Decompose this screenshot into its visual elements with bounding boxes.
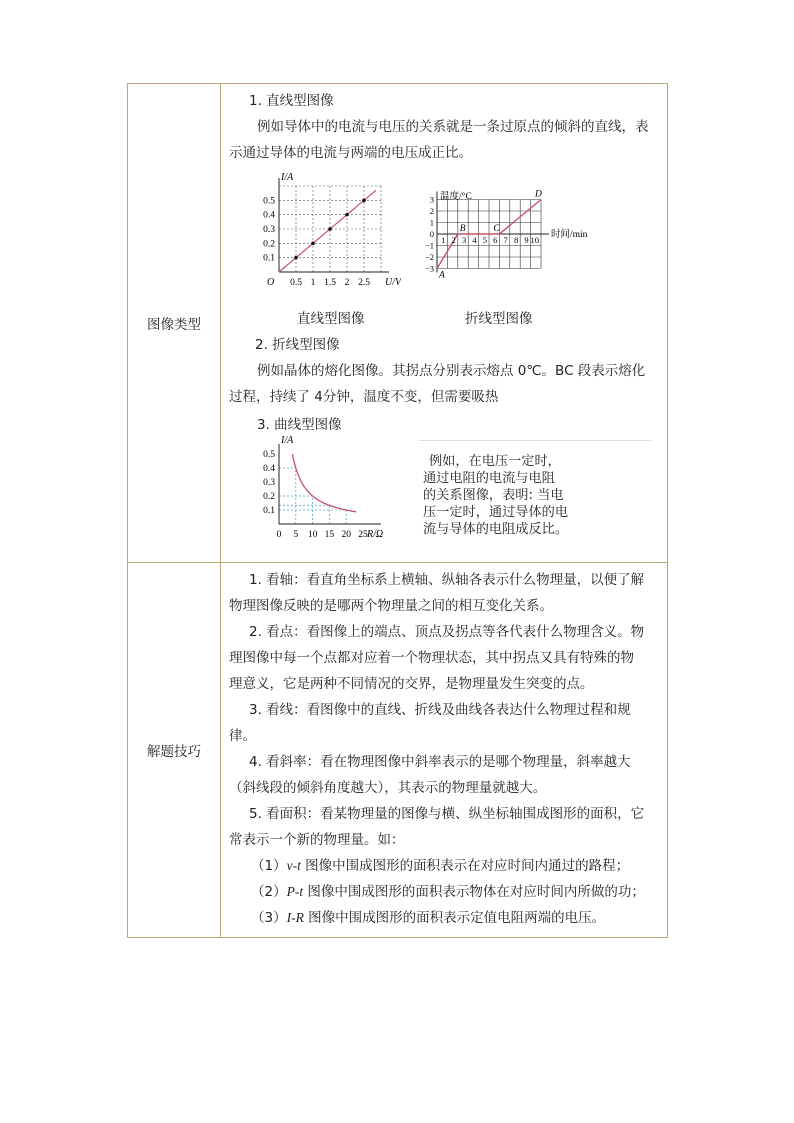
caption-linear: 直线型图像 (297, 311, 365, 327)
y-tick-label: −1 (424, 240, 434, 251)
row-label-image-types: 图像类型 (128, 84, 221, 563)
y-tick-label: 0.2 (263, 239, 275, 250)
y-tick-label: 0.1 (263, 506, 275, 516)
side-note-line: 压一定时，通过导体的电 (423, 505, 569, 520)
polyline-desc-line1: 例如晶体的熔化图像。其拐点分别表示熔点 0℃。BC 段表示熔化 (257, 363, 646, 379)
origin-label: O (267, 277, 275, 288)
tip-line: 3. 看线：看图像中的直线、折线及曲线各表达什么物理过程和规 (249, 702, 631, 718)
y-tick-label: 0.3 (263, 478, 275, 488)
linear-chart (251, 170, 401, 292)
x-tick-label: 20 (341, 530, 351, 540)
curve-side-note (419, 440, 651, 545)
x-tick-label: 1.5 (324, 278, 336, 288)
data-point (362, 199, 366, 203)
x-tick-label: 1 (441, 235, 446, 245)
heading-linear: 1. 直线型图像 (249, 93, 334, 109)
tip-line: （斜线段的倾斜角度越大），其表示的物理量就越大。 (229, 780, 547, 796)
data-point (294, 256, 298, 260)
row-techniques (128, 563, 668, 938)
x-tick-label: 2 (451, 235, 456, 245)
tip-line: 常表示一个新的物理量。如： (229, 832, 405, 848)
heading-polyline: 2. 折线型图像 (255, 337, 340, 353)
data-point (311, 242, 315, 246)
tip-line: 4. 看斜率：看在物理图像中斜率表示的是哪个物理量，斜率越大 (249, 754, 631, 770)
x-tick-label: 1 (310, 278, 316, 288)
sub-prefix: （2） (251, 884, 287, 900)
y-tick-label: 0.5 (263, 196, 275, 207)
sub-text: 图像中围成图形的面积表示在对应时间内通过的路程； (300, 858, 630, 874)
tip-sub-item (251, 905, 605, 931)
series-curve (292, 454, 356, 512)
x-axis-label: 时间/min (551, 230, 588, 240)
polyline-chart (421, 190, 621, 290)
side-note-line: 例如，在电压一定时， (429, 454, 561, 469)
tip-line: 理图像中每一个点都对应着一个物理状态，其中拐点又具有特殊的物 (229, 650, 634, 666)
y-tick-label: 0.1 (263, 253, 275, 264)
x-tick-label: 5 (293, 530, 299, 540)
sub-text: 图像中围成图形的面积表示定值电阻两端的电压。 (303, 910, 606, 926)
y-axis-label: I/A (281, 172, 294, 183)
series-line (279, 190, 376, 272)
tip-sub-item (251, 879, 645, 905)
side-note-line: 流与导体的电阻成反比。 (423, 522, 569, 537)
summary-table (127, 83, 668, 938)
heading-curve: 3. 曲线型图像 (257, 417, 342, 433)
row-image-types (128, 84, 668, 563)
sub-prefix: （1） (251, 858, 287, 874)
linear-desc-line2: 示通过导体的电流与两端的电压成正比。 (229, 145, 472, 161)
y-tick-label: −2 (424, 252, 434, 262)
y-tick-label: 0 (429, 229, 434, 239)
x-tick-label: 0.5 (290, 278, 302, 288)
y-tick-label: −3 (424, 263, 434, 274)
x-tick-label: 6 (493, 235, 498, 245)
x-tick-label: 2 (344, 278, 350, 288)
sub-variable: I-R (286, 910, 304, 925)
y-tick-label: 0.4 (263, 464, 275, 474)
x-tick-label: 0 (276, 530, 282, 540)
y-tick-label: 0.3 (263, 225, 275, 235)
x-tick-label: 5 (482, 235, 487, 245)
sub-variable: v-t (286, 858, 301, 873)
side-note-line: 通过电阻的电流与电阻 (423, 471, 555, 486)
point-label: B (459, 224, 466, 234)
x-tick-label: 2.5 (358, 278, 370, 288)
tip-line: 物理图像反映的是哪两个物理量之间的相互变化关系。 (229, 598, 553, 614)
tip-line: 律。 (229, 728, 256, 744)
sub-prefix: （3） (251, 910, 287, 926)
y-axis-label: 温度/°C (440, 192, 472, 202)
x-tick-label: 7 (503, 235, 508, 245)
data-point (345, 213, 349, 217)
x-tick-label: 25 (358, 530, 368, 540)
tip-line: 2. 看点：看图像上的端点、顶点及拐点等各代表什么物理含义。物 (249, 624, 645, 640)
tip-line: 5. 看面积：看某物理量的图像与横、纵坐标轴围成图形的面积，它 (249, 806, 645, 822)
point-label: A (439, 270, 445, 281)
x-tick-label: 10 (307, 530, 318, 540)
curve-chart (247, 434, 417, 552)
x-axis-label: R/Ω (367, 529, 384, 540)
sub-variable: P-t (286, 884, 304, 899)
x-tick-label: 8 (513, 235, 519, 245)
polyline-desc-line2: 过程，持续了 4分钟，温度不变，但需要吸热 (229, 389, 499, 405)
y-tick-label: 2 (429, 206, 434, 216)
tip-line: 理意义，它是两种不同情况的交界，是物理量发生突变的点。 (229, 676, 594, 692)
y-axis-label: I/A (281, 435, 294, 446)
x-tick-label: 3 (461, 235, 467, 245)
tip-line: 1. 看轴：看直角坐标系上横轴、纵轴各表示什么物理量，以便了解 (249, 572, 645, 588)
y-tick-label: 0.4 (263, 210, 275, 221)
content-techniques (221, 563, 668, 938)
tip-sub-item (251, 853, 629, 879)
y-tick-label: 1 (429, 217, 434, 228)
y-tick-label: 0.2 (263, 492, 275, 502)
row-label-techniques: 解题技巧 (128, 563, 221, 938)
linear-desc-line1: 例如导体中的电流与电压的关系就是一条过原点的倾斜的直线，表 (257, 119, 649, 135)
x-tick-label: 9 (524, 235, 529, 245)
x-tick-label: 15 (324, 530, 335, 540)
y-tick-label: 0.5 (263, 450, 275, 460)
x-tick-label: 10 (530, 235, 539, 245)
caption-polyline: 折线型图像 (465, 311, 533, 327)
side-note-line: 的关系图像，表明: 当电 (423, 488, 564, 503)
point-label: D (535, 190, 542, 200)
data-point (328, 227, 332, 231)
content-image-types (221, 84, 668, 563)
y-tick-label: 3 (429, 194, 434, 205)
x-tick-label: 4 (472, 235, 477, 245)
point-label: C (493, 224, 500, 234)
sub-text: 图像中围成图形的面积表示物体在对应时间内所做的功； (303, 884, 645, 900)
x-axis-label: U/V (385, 277, 401, 288)
